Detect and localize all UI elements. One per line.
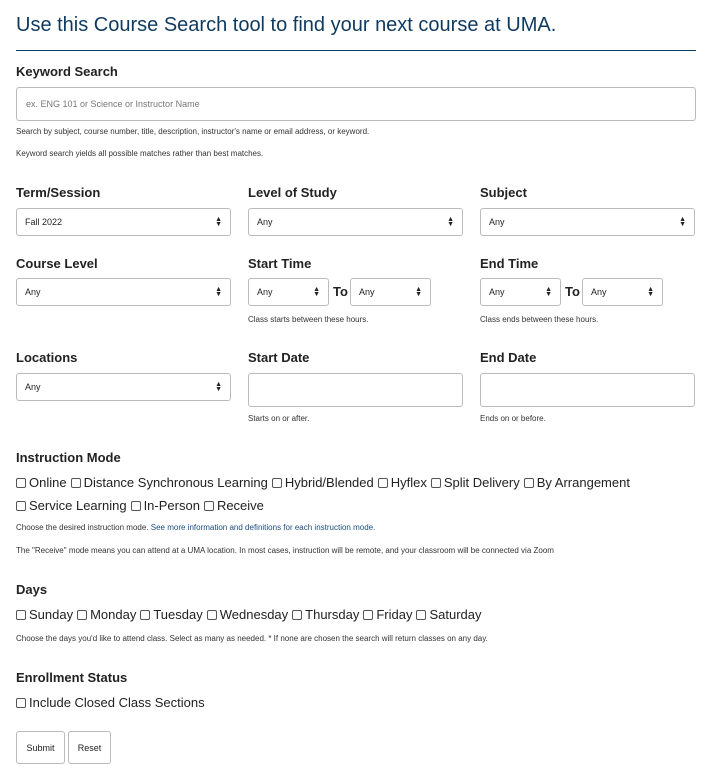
keyword-help-text: Search by subject, course number, title, description, instructor's name or email address, or keyword. — [16, 127, 370, 136]
checkbox-icon[interactable] — [524, 478, 534, 488]
end-time-from-select[interactable] — [480, 278, 561, 306]
locations-label: Locations — [16, 350, 78, 365]
instruction-mode-help: Choose the desired instruction mode. See more information and definitions for each instruction mode. — [16, 523, 376, 532]
day-sunday[interactable]: Sunday — [16, 607, 73, 622]
start-time-from-value: Any — [257, 287, 273, 297]
checkbox-icon[interactable] — [77, 610, 87, 620]
checkbox-icon[interactable] — [16, 698, 26, 708]
day-saturday[interactable]: Saturday — [416, 607, 481, 622]
keyword-search-input[interactable] — [16, 87, 696, 121]
days-help: Choose the days you'd like to attend class. Select as many as needed. * If none are chosen the search will return classes on any day. — [16, 634, 488, 643]
subject-label: Subject — [480, 185, 527, 200]
updown-arrows-icon: ▲ ▼ — [215, 216, 222, 228]
subject-value: Any — [489, 217, 505, 227]
page-title: Use this Course Search tool to find your next course at UMA. — [16, 14, 557, 36]
course-level-value: Any — [25, 287, 41, 297]
end-time-to-value: Any — [591, 287, 607, 297]
updown-arrows-icon: ▲ ▼ — [215, 381, 222, 393]
level-of-study-label: Level of Study — [248, 185, 337, 200]
day-wednesday[interactable]: Wednesday — [207, 607, 288, 622]
instruction-mode-hyflex[interactable]: Hyflex — [378, 475, 427, 490]
include-closed-sections[interactable]: Include Closed Class Sections — [16, 695, 205, 710]
checkbox-icon[interactable] — [71, 478, 81, 488]
start-time-to-select[interactable] — [350, 278, 431, 306]
level-of-study-select[interactable] — [248, 208, 463, 236]
enrollment-status-label: Enrollment Status — [16, 670, 128, 685]
end-date-help: Ends on or before. — [480, 414, 546, 423]
checkbox-icon[interactable] — [16, 610, 26, 620]
locations-value: Any — [25, 382, 41, 392]
subject-select[interactable] — [480, 208, 695, 236]
instruction-mode-in-person[interactable]: In-Person — [131, 498, 200, 513]
updown-arrows-icon: ▲ ▼ — [215, 286, 222, 298]
checkbox-icon[interactable] — [140, 610, 150, 620]
checkbox-icon[interactable] — [16, 501, 26, 511]
checkbox-icon[interactable] — [431, 478, 441, 488]
locations-select[interactable] — [16, 373, 231, 401]
checkbox-icon[interactable] — [292, 610, 302, 620]
end-time-help: Class ends between these hours. — [480, 315, 599, 324]
instruction-mode-split-delivery[interactable]: Split Delivery — [431, 475, 520, 490]
updown-arrows-icon: ▲ ▼ — [447, 216, 454, 228]
end-time-to-select[interactable] — [582, 278, 663, 306]
start-date-help: Starts on or after. — [248, 414, 310, 423]
term-label: Term/Session — [16, 185, 101, 200]
start-time-from-select[interactable] — [248, 278, 329, 306]
title-divider — [16, 50, 696, 51]
level-of-study-value: Any — [257, 217, 273, 227]
end-date-label: End Date — [480, 350, 537, 365]
instruction-mode-receive[interactable]: Receive — [204, 498, 264, 513]
keyword-search-label: Keyword Search — [16, 64, 118, 79]
instruction-mode-info-link[interactable]: See more information and definitions for each instruction mode. — [150, 523, 376, 532]
instruction-mode-service-learning[interactable]: Service Learning — [16, 498, 127, 513]
days-label: Days — [16, 582, 48, 597]
end-date-input[interactable] — [480, 373, 695, 407]
course-level-label: Course Level — [16, 256, 98, 271]
day-monday[interactable]: Monday — [77, 607, 136, 622]
updown-arrows-icon: ▲ ▼ — [679, 216, 686, 228]
updown-arrows-icon: ▲ ▼ — [545, 286, 552, 298]
start-time-to-value: Any — [359, 287, 375, 297]
end-time-label: End Time — [480, 256, 539, 271]
term-select[interactable] — [16, 208, 231, 236]
instruction-mode-distance-synchronous[interactable]: Distance Synchronous Learning — [71, 475, 268, 490]
keyword-search-placeholder: ex. ENG 101 or Science or Instructor Name — [26, 99, 200, 109]
checkbox-icon[interactable] — [363, 610, 373, 620]
updown-arrows-icon: ▲ ▼ — [313, 286, 320, 298]
checkbox-icon[interactable] — [204, 501, 214, 511]
checkbox-icon[interactable] — [378, 478, 388, 488]
updown-arrows-icon: ▲ ▼ — [647, 286, 654, 298]
start-time-to-label: To — [333, 284, 348, 299]
submit-button[interactable]: Submit — [16, 731, 65, 764]
updown-arrows-icon: ▲ ▼ — [415, 286, 422, 298]
checkbox-icon[interactable] — [16, 478, 26, 488]
reset-button[interactable]: Reset — [68, 731, 111, 764]
start-time-label: Start Time — [248, 256, 312, 271]
instruction-mode-by-arrangement[interactable]: By Arrangement — [524, 475, 630, 490]
start-date-label: Start Date — [248, 350, 310, 365]
day-thursday[interactable]: Thursday — [292, 607, 359, 622]
end-time-from-value: Any — [489, 287, 505, 297]
end-time-to-label: To — [565, 284, 580, 299]
checkbox-icon[interactable] — [272, 478, 282, 488]
instruction-mode-row-2 — [16, 498, 268, 513]
checkbox-icon[interactable] — [131, 501, 141, 511]
enrollment-row — [16, 695, 209, 710]
course-level-select[interactable] — [16, 278, 231, 306]
instruction-mode-hybrid-blended[interactable]: Hybrid/Blended — [272, 475, 374, 490]
receive-mode-note: The "Receive" mode means you can attend at a UMA location. In most cases, instruction will be remote, and your classroom will be connected via Zoom — [16, 546, 554, 555]
day-tuesday[interactable]: Tuesday — [140, 607, 202, 622]
checkbox-icon[interactable] — [416, 610, 426, 620]
days-row — [16, 607, 486, 622]
term-select-value: Fall 2022 — [25, 217, 63, 227]
day-friday[interactable]: Friday — [363, 607, 412, 622]
start-time-help: Class starts between these hours. — [248, 315, 369, 324]
instruction-mode-row-1 — [16, 475, 634, 490]
checkbox-icon[interactable] — [207, 610, 217, 620]
instruction-mode-online[interactable]: Online — [16, 475, 67, 490]
instruction-mode-label: Instruction Mode — [16, 450, 121, 465]
start-date-input[interactable] — [248, 373, 463, 407]
keyword-help-note: Keyword search yields all possible matches rather than best matches. — [16, 149, 264, 158]
